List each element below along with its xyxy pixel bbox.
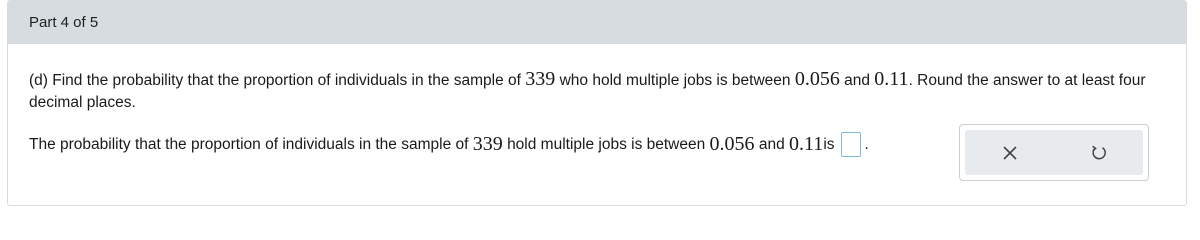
question-middle: who hold multiple jobs is between [555,72,795,89]
question-text [29,68,1159,114]
answer-upper-bound: 0.11 [789,133,824,155]
lower-bound: 0.056 [794,68,840,90]
answer-tools-inner [965,130,1143,175]
answer-sample-size: 339 [472,133,503,155]
answer-period: . [864,135,869,153]
part-label: Part 4 of 5 [29,14,99,31]
answer-is: is [823,135,835,153]
undo-button[interactable] [1085,139,1113,167]
close-icon [1002,145,1018,161]
sample-size: 339 [525,68,556,90]
question-prefix: (d) Find the probability that the proportion of individuals in the sample of [29,72,526,89]
answer-prefix: The probability that the proportion of individuals in the sample of [29,135,469,153]
undo-icon [1090,144,1108,162]
answer-line [29,132,869,157]
question-suffix: . Round the answer to at least four decimal places. [29,72,1146,111]
answer-input[interactable] [841,132,861,157]
question-and: and [839,72,875,89]
answer-middle: hold multiple jobs is between [507,135,706,153]
part-header [8,1,1186,44]
answer-lower-bound: 0.056 [709,133,755,155]
question-card [7,0,1187,206]
clear-button[interactable] [996,139,1024,167]
answer-and: and [758,135,785,153]
upper-bound: 0.11 [874,68,909,90]
answer-tools [959,124,1149,181]
